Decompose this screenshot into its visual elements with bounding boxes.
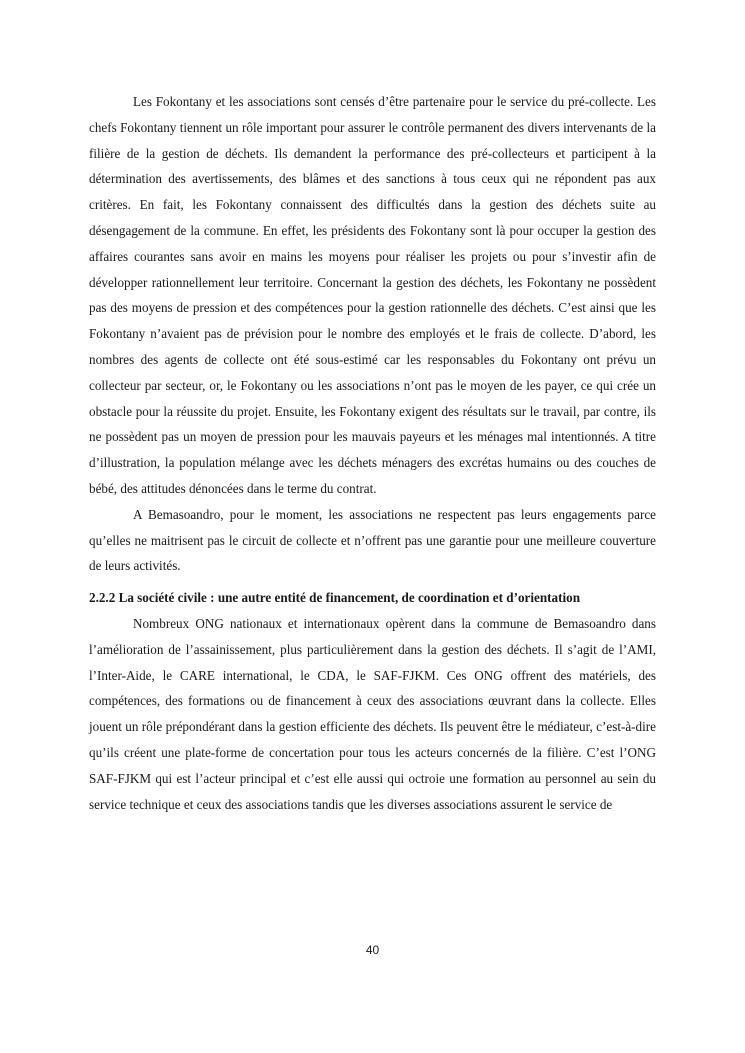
section-heading: 2.2.2 La société civile : une autre entité de financement, de coordination et d’orientation bbox=[89, 590, 580, 606]
document-body bbox=[89, 89, 656, 817]
paragraph-bemasoandro: A Bemasoandro, pour le moment, les associations ne respectent pas leurs engagements parce qu’elles ne maitrisent pas le circuit de collecte et n’offrent pas une garantie pour une meilleure couverture de leurs activités. bbox=[89, 506, 656, 574]
paragraph-fokontany-associations: Les Fokontany et les associations sont censés d’être partenaire pour le service du pré-collecte. Les chefs Fokontany tiennent un rôle important pour assurer le contrôle permanent des divers intervenants de la filière de la gestion de déchets. Ils demandent la performance des pré-collecteurs et participent à la détermination des avertissements, des blâmes et des sanctions à tous ceux qui ne répondent pas aux critères. En fait, les Fokontany connaissent des difficultés dans la gestion des déchets suite au désengagement de la commune. En effet, les présidents des Fokontany sont là pour occuper la gestion des affaires courantes sans avoir en mains les moyens pour réaliser les projets ou pour s’investir afin de développer rationnellement leur territoire. Concernant la gestion des déchets, les Fokontany ne possèdent pas des moyens de pression et des compétences pour la gestion rationnelle des déchets. C’est ainsi que les Fokontany n’avaient pas de prévision pour le nombre des employés et le frais de collecte. D’abord, les nombres des agents de collecte ont été sous-estimé car les responsables du Fokontany ont prévu un collecteur par secteur, or, le Fokontany ou les associations n’ont pas le moyen de les payer, ce qui crée un obstacle pour la réussite du projet. Ensuite, les Fokontany exigent des résultats sur le travail, par contre, ils ne possèdent pas un moyen de pression pour les mauvais payeurs et les ménages mal intentionnés. A titre d’illustration, la population mélange avec les déchets ménagers des excrétas humains ou des couches de bébé, des attitudes dénoncées dans le terme du contrat. bbox=[89, 94, 656, 496]
paragraph-ong: Nombreux ONG nationaux et internationaux opèrent dans la commune de Bemasoandro dans l’amélioration de l’assainissement, plus particulièrement dans la gestion des déchets. Il s’agit de l’AMI, l’Inter-Aide, le CARE international, le CDA, le SAF-FJKM. Ces ONG offrent des matériels, des compétences, des formations ou de financement à ceux des associations œuvrant dans la collecte. Elles jouent un rôle prépondérant dans la gestion efficiente des déchets. Ils peuvent être le médiateur, c’est-à-dire qu’ils créent une plate-forme de concertation pour tous les acteurs concernés de la filière. C’est l’ONG SAF-FJKM qui est l’acteur principal et c’est elle aussi qui octroie une formation au personnel au sein du service technique et ceux des associations tandis que les diverses associations assurent le service de bbox=[89, 615, 656, 812]
page-number: 40 bbox=[365, 943, 380, 957]
